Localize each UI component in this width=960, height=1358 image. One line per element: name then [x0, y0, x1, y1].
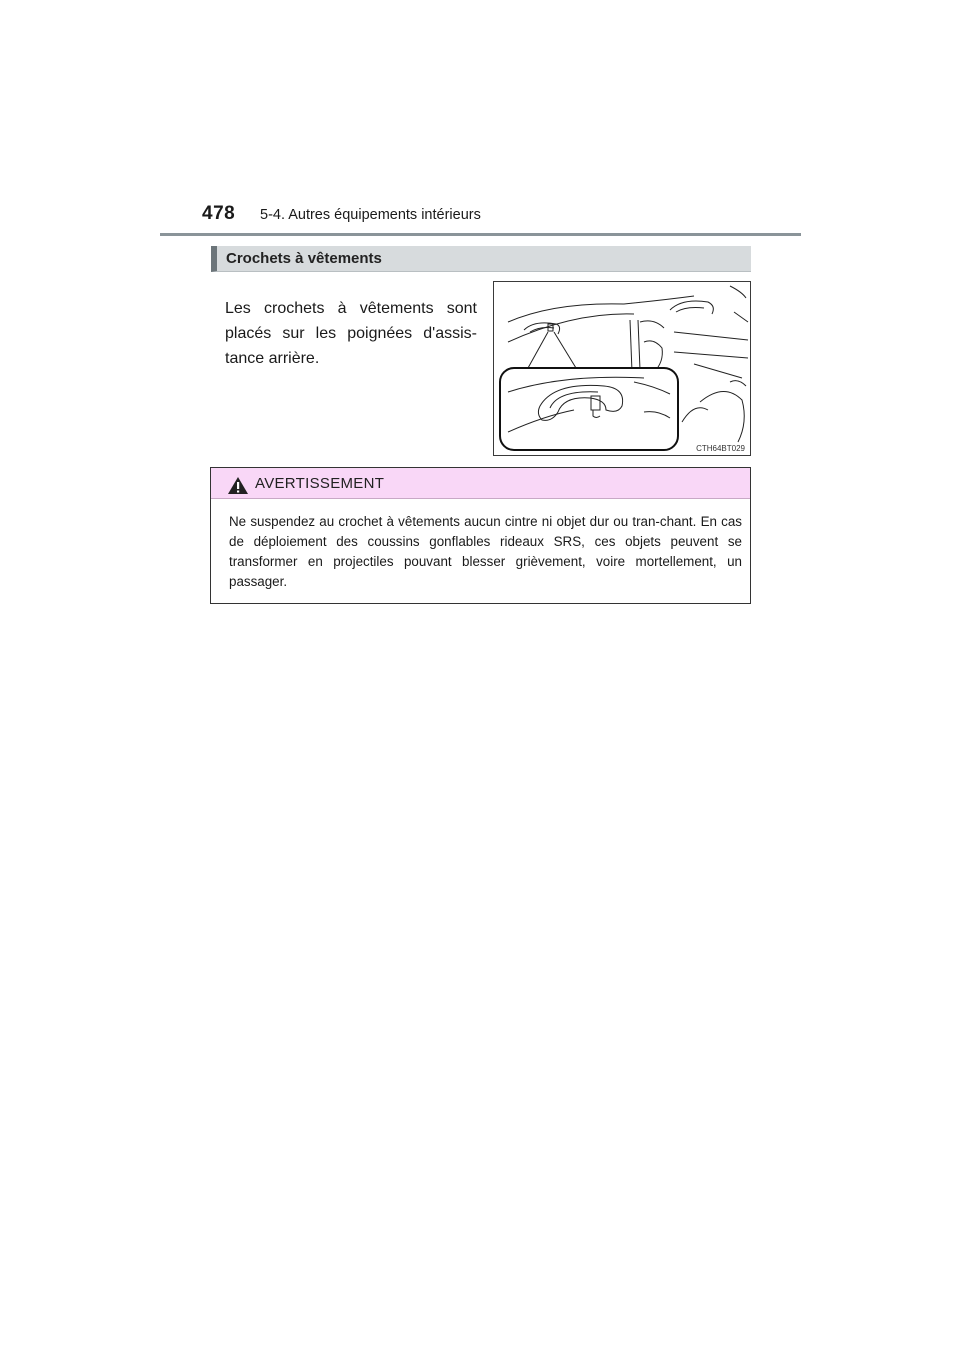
header-rule: [160, 233, 801, 236]
section-title: 5-4. Autres équipements intérieurs: [260, 207, 481, 223]
clothes-hook-figure: [493, 281, 751, 456]
subhead-title: Crochets à vêtements: [226, 250, 382, 267]
page-number: 478: [202, 203, 236, 224]
warning-triangle-icon: [227, 476, 249, 495]
warning-text: Ne suspendez au crochet à vêtements aucun cintre ni objet dur ou tran-chant. En cas de déploiement des coussins gonflables rideaux SRS, ces objets peuvent se transformer en projectiles pouvant blesser grièvement, voire mortellement, un passager.: [229, 514, 742, 589]
figure-code: CTH64BT029: [696, 444, 745, 453]
body-paragraph: Les crochets à vêtements sont placés sur les poignées d'assis-tance arrière.: [225, 300, 477, 367]
warning-box: [210, 467, 751, 604]
clothes-hook-illustration: [494, 282, 750, 455]
warning-header: [211, 468, 750, 499]
warning-title: AVERTISSEMENT: [255, 475, 385, 492]
subhead-bar: [211, 246, 751, 272]
